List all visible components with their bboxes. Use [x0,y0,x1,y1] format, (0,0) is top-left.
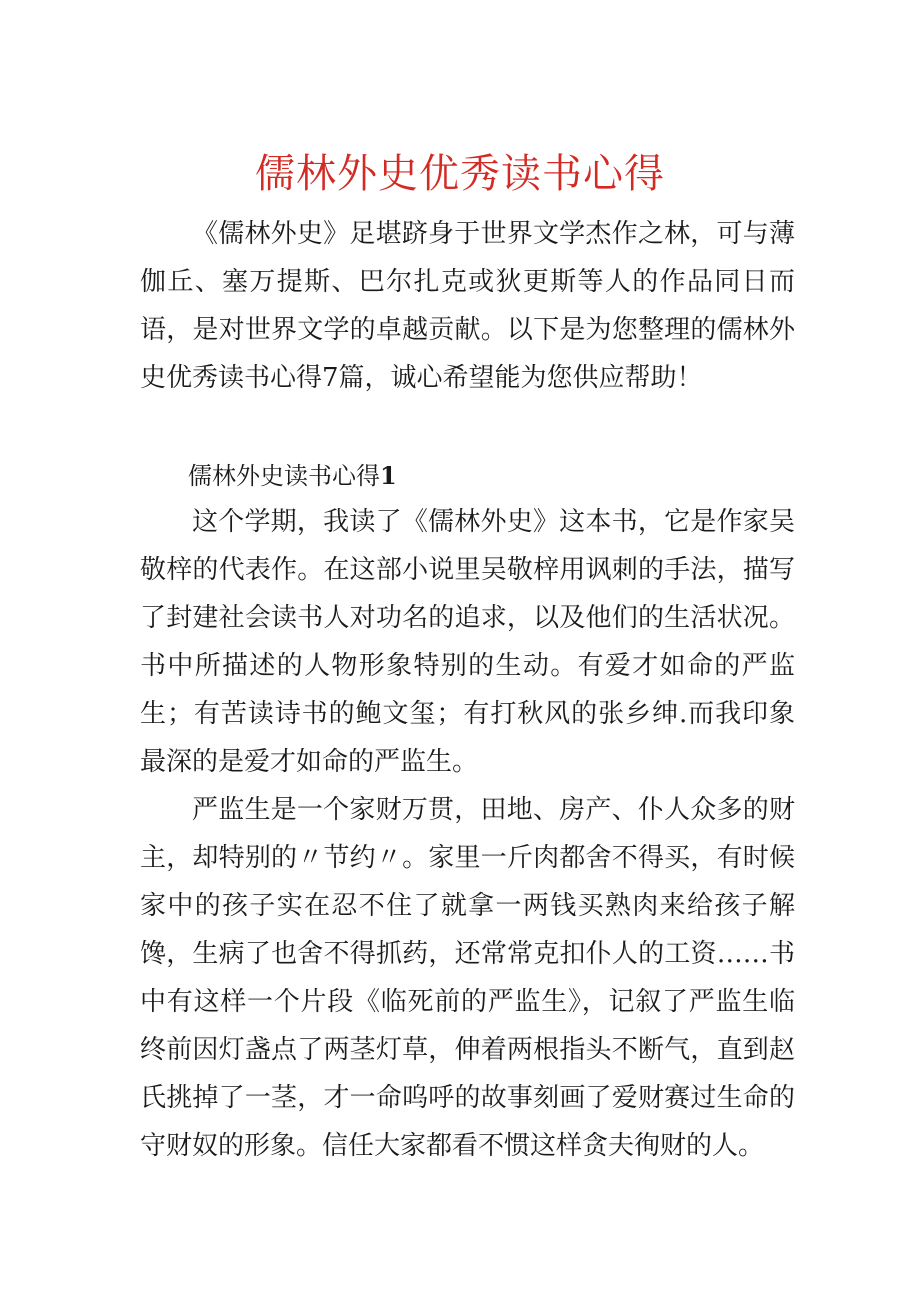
section-heading-text: 儒林外史读书心得 [188,462,380,490]
intro-paragraph: 《儒林外史》足堪跻身于世界文学杰作之林，可与薄伽丘、塞万提斯、巴尔扎克或狄更斯等人的作品同日而语，是对世界文学的卓越贡献。以下是为您整理的儒林外史优秀读书心得7篇，诚心希望能为您供应帮助！ [140,219,795,393]
section-heading-number: 1 [380,461,397,490]
body-paragraph: 严监生是一个家财万贯，田地、房产、仆人众多的财主，却特别的〃节约〃。家里一斤肉都舍不得买，有时候家中的孩子实在忍不住了就拿一两钱买熟肉来给孩子解馋，生病了也舍不得抓药，还常常克扣仆人的工资……书中有这样一个片段《临死前的严监生》，记叙了严监生临终前因灯盏点了两茎灯草，伸着两根指头不断气，直到赵氏挑掉了一茎，才一命呜呼的故事刻画了爱财赛过生命的守财奴的形象。信任大家都看不惯这样贪夫徇财的人。 [140,795,795,1161]
section-heading [188,454,397,498]
document-title: 儒林外史优秀读书心得 [255,151,665,197]
body-paragraph: 这个学期，我读了《儒林外史》这本书，它是作家吴敬梓的代表作。在这部小说里吴敬梓用讽刺的手法，描写了封建社会读书人对功名的追求，以及他们的生活状况。书中所描述的人物形象特别的生动。有爱才如命的严监生；有苦读诗书的鲍文玺；有打秋风的张乡绅.而我印象最深的是爱才如命的严监生。 [140,507,795,777]
